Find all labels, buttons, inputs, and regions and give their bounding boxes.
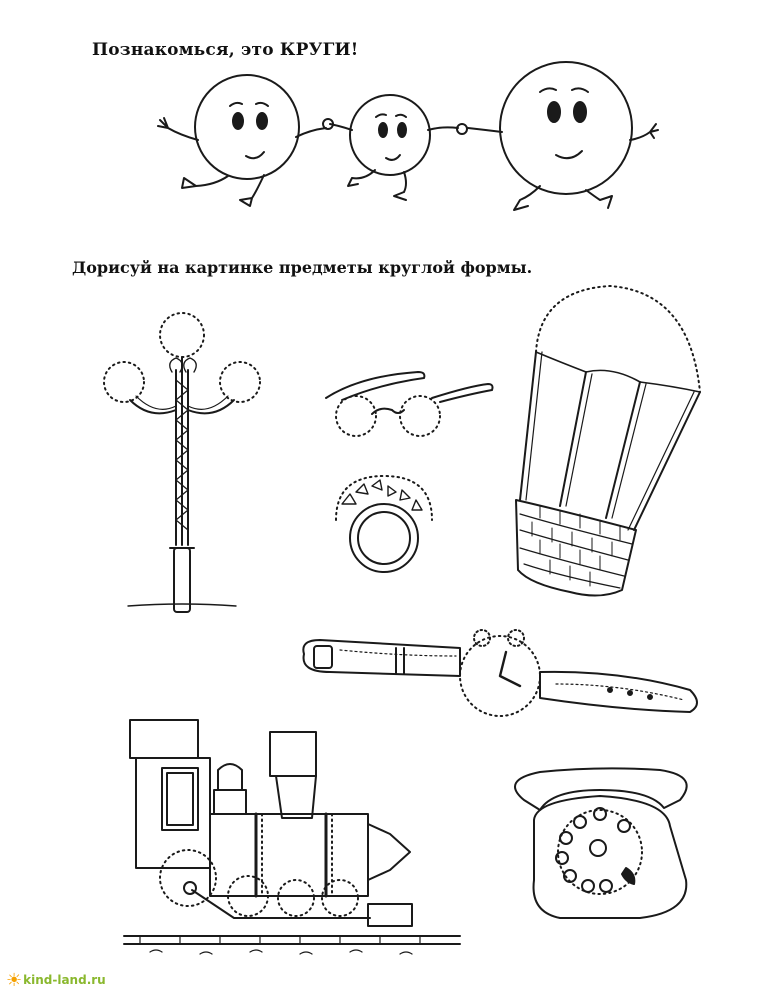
site-watermark [6, 970, 106, 991]
wristwatch-icon [303, 630, 697, 716]
circle-character-right [468, 62, 658, 210]
sun-icon: ☀ [6, 970, 23, 991]
street-lamp-icon [104, 313, 260, 612]
telephone-icon [515, 768, 687, 918]
title-emphasis: КРУГИ [279, 40, 351, 60]
glasses-icon [326, 372, 493, 436]
title-suffix: ! [350, 40, 359, 60]
locomotive-icon [124, 720, 460, 954]
hot-air-balloon-icon [516, 286, 700, 596]
instruction-text: Дорисуй на картинке предметы круглой формы. [72, 258, 533, 277]
circle-character-middle [323, 95, 467, 200]
circle-characters [158, 62, 658, 210]
ring-icon [336, 476, 432, 572]
watermark-text: kind-land.ru [23, 973, 106, 987]
title-prefix: Познакомься, это [92, 40, 280, 60]
circle-character-left [158, 75, 326, 206]
